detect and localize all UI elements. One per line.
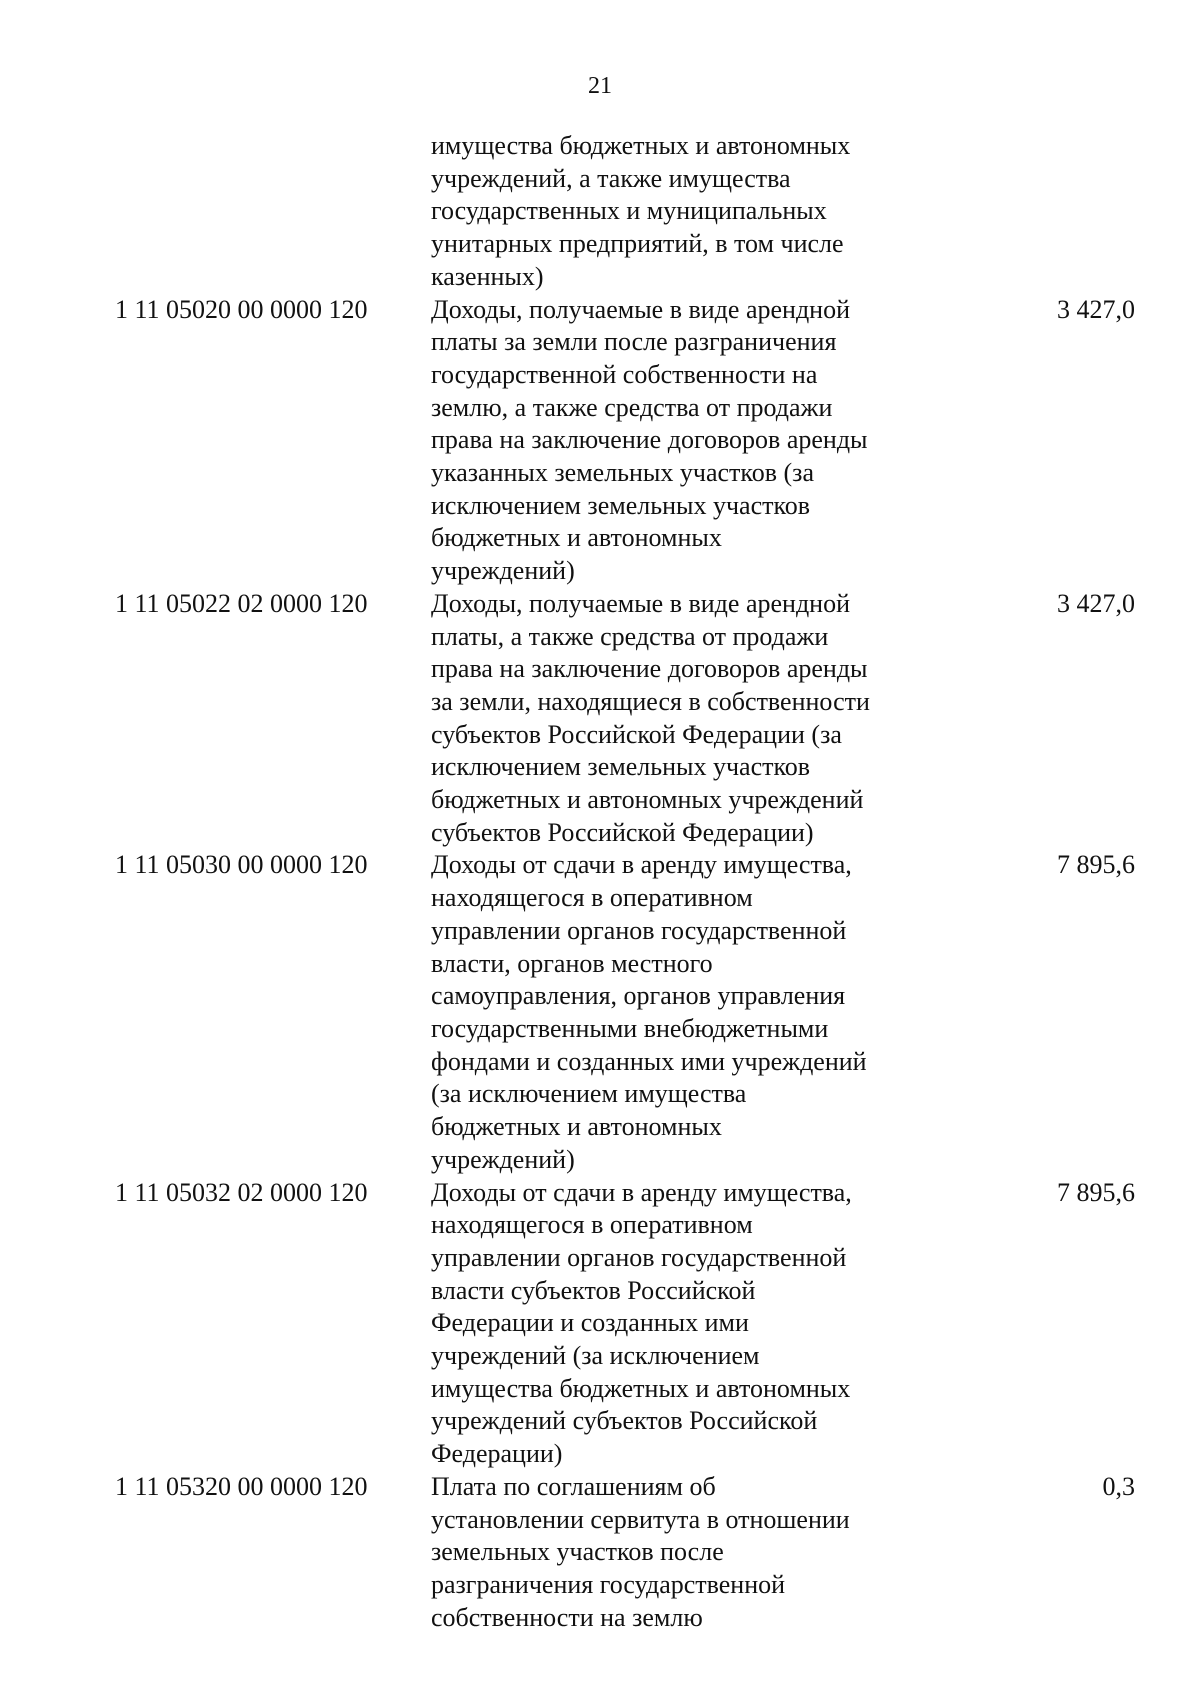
description-line: платы, а также средства от продажи [431, 621, 829, 651]
description-line: собственности на землю [431, 1602, 703, 1632]
description-line: права на заключение договоров аренды [431, 425, 868, 455]
revenue-description [431, 588, 921, 850]
description-line: управлении органов государственной [431, 915, 847, 945]
description-line: указанных земельных участков (за [431, 458, 814, 488]
description-line: фондами и созданных ими учреждений [431, 1046, 867, 1076]
description-line: исключением земельных участков [431, 490, 811, 520]
revenue-code: 1 11 05030 00 0000 120 [115, 850, 368, 880]
table-row [115, 849, 1135, 1176]
description-line: разграничения государственной [431, 1569, 786, 1599]
description-line: государственными внебюджетными [431, 1013, 829, 1043]
description-line: имущества бюджетных и автономных [431, 131, 851, 160]
description-line: бюджетных и автономных [431, 523, 722, 553]
description-line: находящегося в оперативном [431, 883, 753, 913]
description-line: бюджетных и автономных учреждений [431, 785, 864, 815]
description-line: Плата по соглашениям об [431, 1471, 716, 1501]
revenue-table [115, 130, 1135, 1634]
description-line: за земли, находящиеся в собственности [431, 686, 870, 716]
description-line: имущества бюджетных и автономных [431, 1373, 851, 1403]
description-line: Доходы от сдачи в аренду имущества, [431, 850, 852, 880]
description-line: Доходы от сдачи в аренду имущества, [431, 1177, 852, 1207]
description-line: управлении органов государственной [431, 1242, 847, 1272]
description-line: унитарных предприятий, в том числе [431, 229, 844, 259]
revenue-amount: 0,3 [1102, 1471, 1135, 1501]
revenue-description [431, 294, 921, 588]
description-line: Доходы, получаемые в виде арендной [431, 588, 850, 618]
description-line: государственной собственности на [431, 359, 818, 389]
description-line: субъектов Российской Федерации (за [431, 719, 842, 749]
description-line: учреждений) [431, 1144, 575, 1174]
description-line: Федерации и созданных ими [431, 1308, 749, 1338]
description-line: права на заключение договоров аренды [431, 654, 868, 684]
revenue-description [431, 1471, 921, 1635]
revenue-amount: 3 427,0 [1057, 294, 1135, 324]
table-row [115, 130, 1135, 294]
description-line: Федерации) [431, 1439, 563, 1469]
description-line: власти субъектов Российской [431, 1275, 756, 1305]
revenue-code: 1 11 05032 02 0000 120 [115, 1177, 368, 1207]
description-line: учреждений субъектов Российской [431, 1406, 818, 1436]
description-line: власти, органов местного [431, 948, 713, 978]
description-line: Доходы, получаемые в виде арендной [431, 294, 850, 324]
revenue-code: 1 11 05022 02 0000 120 [115, 588, 368, 618]
page-number: 21 [588, 73, 612, 99]
description-line: земельных участков после [431, 1537, 724, 1567]
description-line: субъектов Российской Федерации) [431, 817, 814, 847]
revenue-description [431, 1177, 921, 1471]
description-line: казенных) [431, 261, 544, 291]
description-line: учреждений) [431, 556, 575, 586]
table-row [115, 294, 1135, 588]
description-line: (за исключением имущества [431, 1079, 747, 1109]
description-line: установлении сервитута в отношении [431, 1504, 850, 1534]
revenue-amount: 7 895,6 [1057, 1177, 1135, 1207]
description-line: государственных и муниципальных [431, 196, 827, 226]
table-row [115, 588, 1135, 850]
revenue-code: 1 11 05320 00 0000 120 [115, 1471, 368, 1501]
description-line: землю, а также средства от продажи [431, 392, 833, 422]
revenue-amount: 3 427,0 [1057, 588, 1135, 618]
description-line: учреждений, а также имущества [431, 163, 791, 193]
description-line: платы за земли после разграничения [431, 327, 837, 357]
description-line: бюджетных и автономных [431, 1112, 722, 1142]
description-line: исключением земельных участков [431, 752, 811, 782]
revenue-description [431, 130, 921, 294]
revenue-description [431, 849, 921, 1176]
description-line: учреждений (за исключением [431, 1341, 760, 1371]
description-line: самоуправления, органов управления [431, 981, 846, 1011]
revenue-code: 1 11 05020 00 0000 120 [115, 294, 368, 324]
description-line: находящегося в оперативном [431, 1210, 753, 1240]
revenue-amount: 7 895,6 [1057, 850, 1135, 880]
table-row [115, 1471, 1135, 1635]
table-row [115, 1177, 1135, 1471]
